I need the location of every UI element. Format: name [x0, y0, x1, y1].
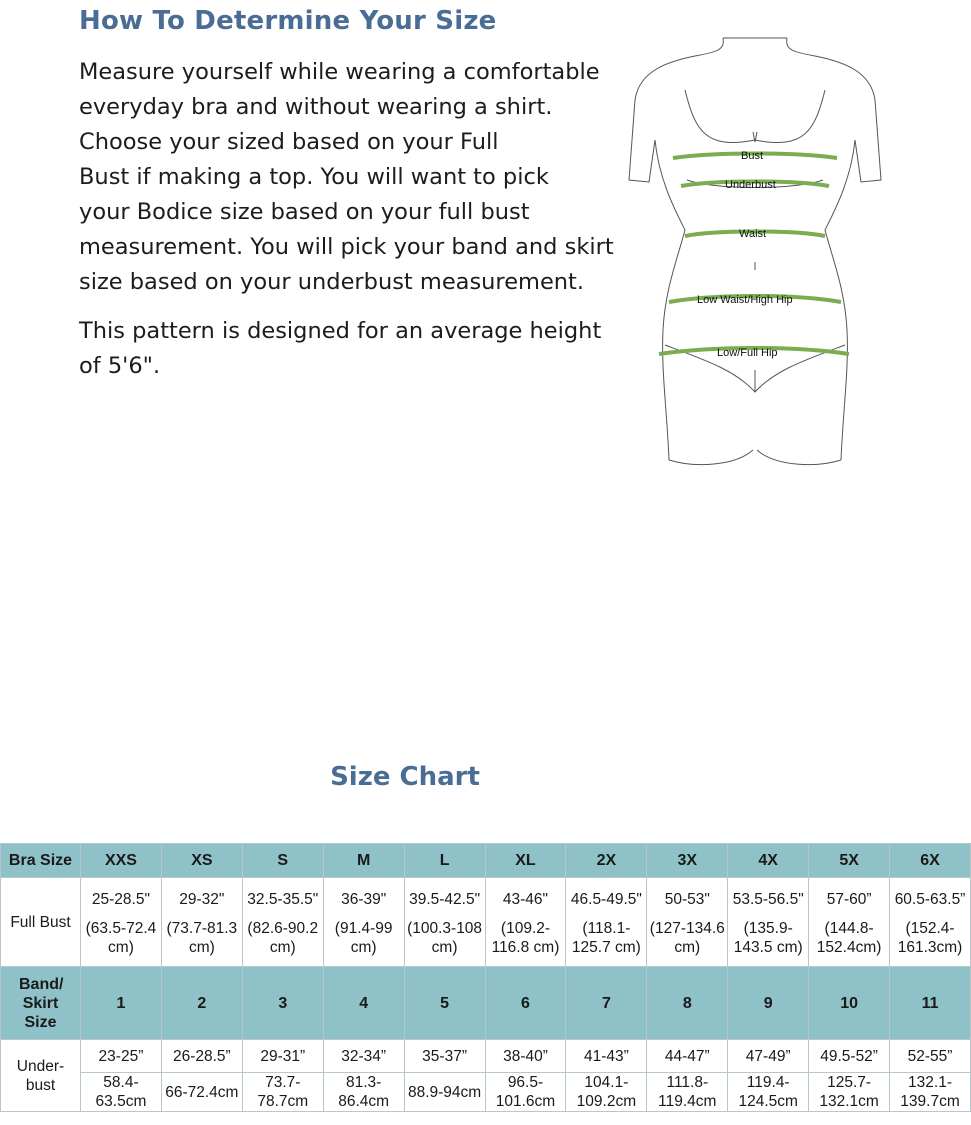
full-bust-cell: [566, 878, 647, 967]
underbust-inches-cell: 29-31”: [242, 1040, 323, 1073]
body-measurement-figure: [625, 30, 885, 470]
underbust-cm-row: [1, 1073, 971, 1112]
underbust-cm-cell: 58.4-63.5cm: [81, 1073, 162, 1112]
full-bust-cm: (135.9-143.5 cm): [733, 919, 803, 956]
bra-size-cell: XL: [485, 844, 566, 878]
bra-size-header-row: [1, 844, 971, 878]
full-bust-cell: [81, 878, 162, 967]
underbust-cm-cell: 96.5-101.6cm: [485, 1073, 566, 1112]
intro-line: measurement. You will pick your band and skirt: [79, 234, 614, 260]
full-bust-inches: 29-32": [179, 890, 225, 908]
full-bust-inches: 32.5-35.5": [247, 890, 319, 908]
bra-size-cell: 3X: [647, 844, 728, 878]
band-size-cell: 7: [566, 967, 647, 1040]
full-bust-inches: 53.5-56.5": [732, 890, 804, 908]
full-bust-cell: [161, 878, 242, 967]
underbust-cm-cell: 66-72.4cm: [161, 1073, 242, 1112]
band-size-cell: 2: [161, 967, 242, 1040]
intro-line: your Bodice size based on your full bust: [79, 199, 530, 225]
full-bust-inches: 36-39": [341, 890, 387, 908]
underbust-cm-cell: 111.8-119.4cm: [647, 1073, 728, 1112]
band-size-cell: 11: [890, 967, 971, 1040]
band-size-cell: 5: [404, 967, 485, 1040]
underbust-inches-row: [1, 1040, 971, 1073]
band-size-cell: 8: [647, 967, 728, 1040]
full-bust-cell: [728, 878, 809, 967]
intro-line: everyday bra and without wearing a shirt.: [79, 94, 553, 120]
full-bust-cell: [890, 878, 971, 967]
full-bust-cm: (73.7-81.3 cm): [166, 919, 238, 956]
bra-size-cell: XS: [161, 844, 242, 878]
intro-text: [79, 55, 619, 398]
full-bust-inches: 43-46": [502, 890, 549, 908]
underbust-inches-cell: 32-34”: [323, 1040, 404, 1073]
bra-size-cell: XXS: [81, 844, 162, 878]
underbust-inches-cell: 41-43”: [566, 1040, 647, 1073]
label-waist: Waist: [739, 228, 767, 240]
intro-paragraph-1: [79, 55, 619, 300]
page-title: How To Determine Your Size: [79, 6, 497, 36]
body-outline-illustration: [625, 30, 885, 470]
full-bust-cm: (100.3-108 cm): [407, 919, 483, 956]
size-chart-title: Size Chart: [330, 762, 480, 792]
underbust-label: Under-bust: [1, 1040, 81, 1112]
underbust-cm-cell: 81.3-86.4cm: [323, 1073, 404, 1112]
full-bust-inches: 60.5-63.5”: [894, 890, 966, 908]
band-size-cell: 3: [242, 967, 323, 1040]
full-bust-cell: [647, 878, 728, 967]
intro-line: of 5'6".: [79, 353, 161, 379]
full-bust-cm: (91.4-99 cm): [334, 919, 393, 956]
intro-line: size based on your underbust measurement.: [79, 269, 585, 295]
underbust-cm-cell: 119.4-124.5cm: [728, 1073, 809, 1112]
label-low-waist-high-hip: Low Waist/High Hip: [697, 294, 793, 306]
underbust-cm-cell: 132.1-139.7cm: [890, 1073, 971, 1112]
full-bust-cell: [809, 878, 890, 967]
label-low-full-hip: Low/Full Hip: [717, 347, 778, 359]
bra-size-cell: M: [323, 844, 404, 878]
label-bust: Bust: [741, 150, 764, 162]
full-bust-cm: (109.2-116.8 cm): [491, 919, 560, 956]
full-bust-cm: (63.5-72.4 cm): [85, 919, 157, 956]
bra-size-cell: S: [242, 844, 323, 878]
intro-paragraph-2: [79, 314, 619, 384]
underbust-inches-cell: 49.5-52”: [809, 1040, 890, 1073]
bra-size-cell: 5X: [809, 844, 890, 878]
full-bust-cm: (152.4-161.3cm): [897, 919, 963, 956]
band-skirt-size-header: Band/ Skirt Size: [1, 967, 81, 1040]
full-bust-cell: [485, 878, 566, 967]
band-size-cell: 4: [323, 967, 404, 1040]
full-bust-cm: (127-134.6 cm): [649, 919, 725, 956]
band-size-header-row: [1, 967, 971, 1040]
underbust-cm-cell: 125.7-132.1cm: [809, 1073, 890, 1112]
underbust-inches-cell: 38-40”: [485, 1040, 566, 1073]
band-size-cell: 6: [485, 967, 566, 1040]
full-bust-inches: 39.5-42.5": [409, 890, 481, 908]
underbust-inches-cell: 47-49”: [728, 1040, 809, 1073]
full-bust-cm: (118.1-125.7 cm): [571, 919, 641, 956]
band-size-cell: 9: [728, 967, 809, 1040]
intro-line: Bust if making a top. You will want to pick: [79, 164, 549, 190]
underbust-inches-cell: 35-37”: [404, 1040, 485, 1073]
bra-size-cell: 2X: [566, 844, 647, 878]
underbust-cm-cell: 88.9-94cm: [404, 1073, 485, 1112]
underbust-cm-cell: 104.1-109.2cm: [566, 1073, 647, 1112]
underbust-inches-cell: 26-28.5”: [161, 1040, 242, 1073]
underbust-inches-cell: 52-55”: [890, 1040, 971, 1073]
full-bust-inches: 57-60”: [826, 890, 872, 908]
full-bust-inches: 25-28.5": [91, 890, 150, 908]
label-underbust: Underbust: [725, 179, 776, 191]
underbust-inches-cell: 23-25”: [81, 1040, 162, 1073]
underbust-inches-cell: 44-47”: [647, 1040, 728, 1073]
band-size-cell: 1: [81, 967, 162, 1040]
intro-line: This pattern is designed for an average height: [79, 318, 602, 344]
full-bust-cell: [404, 878, 485, 967]
full-bust-row: [1, 878, 971, 967]
bra-size-header: Bra Size: [1, 844, 81, 878]
bra-size-cell: L: [404, 844, 485, 878]
bra-size-cell: 6X: [890, 844, 971, 878]
full-bust-inches: 50-53": [664, 890, 710, 908]
full-bust-label: Full Bust: [1, 878, 81, 967]
full-bust-cm: (82.6-90.2 cm): [247, 919, 319, 956]
bra-size-cell: 4X: [728, 844, 809, 878]
full-bust-inches: 46.5-49.5": [570, 890, 642, 908]
band-size-cell: 10: [809, 967, 890, 1040]
intro-line: Choose your sized based on your Full: [79, 129, 499, 155]
underbust-cm-cell: 73.7-78.7cm: [242, 1073, 323, 1112]
full-bust-cell: [323, 878, 404, 967]
full-bust-cm: (144.8-152.4cm): [816, 919, 882, 956]
intro-line: Measure yourself while wearing a comfortable: [79, 59, 600, 85]
size-chart-table: [0, 843, 971, 1112]
full-bust-cell: [242, 878, 323, 967]
